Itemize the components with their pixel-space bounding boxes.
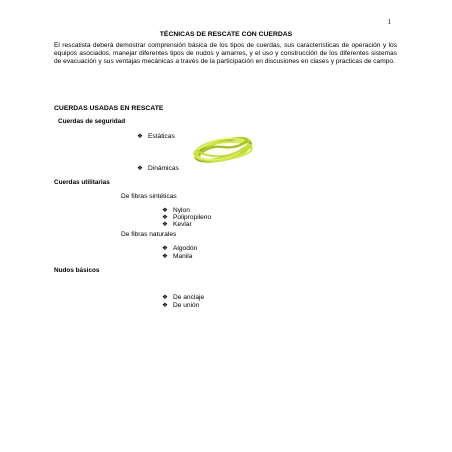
list-item-manila: ❖ Manila [162,253,193,260]
list-item-polipropileno: ❖ Polipropileno [162,214,212,221]
diamond-bullet-icon: ❖ [162,214,168,221]
page-number: 1 [387,18,391,26]
intro-paragraph: El rescatista deberá demostrar comprensión básica de los tipos de cuerdas, sus características de operación y los equipos asociados, manejar diferentes tipos de nudos y amarres, y el uso y construcción de los diferentes sistemas de evacuación y sus ventajas mecánicas a través de la participación en discusiones en clases y practicas de campo. [54,42,397,66]
list-item-estaticas: ❖ Estáticas [137,133,175,140]
list-item-nylon: ❖ Nylon [162,207,190,214]
heading-nudos-basicos: Nudos básicos [54,267,100,274]
label-fibras-sinteticas: De fibras sintéticas [121,193,177,200]
diamond-bullet-icon: ❖ [137,133,143,140]
list-item-dinamicas: ❖ Dinámicas [137,165,179,172]
diamond-bullet-icon: ❖ [162,245,168,252]
label-fibras-naturales: De fibras naturales [121,231,177,238]
list-item-de-anclaje: ❖ De anclaje [162,294,205,301]
heading-cuerdas-seguridad: Cuerdas de seguridad [58,118,126,125]
diamond-bullet-icon: ❖ [137,165,143,172]
page-title: TÉCNICAS DE RESCATE CON CUERDAS [159,31,293,38]
diamond-bullet-icon: ❖ [162,253,168,260]
diamond-bullet-icon: ❖ [162,207,168,214]
heading-cuerdas-utilitarias: Cuerdas utilitarias [54,179,110,186]
diamond-bullet-icon: ❖ [162,221,168,228]
rope-coil-image [189,133,257,167]
section-title: CUERDAS USADAS EN RESCATE [54,105,164,112]
list-item-de-union: ❖ De unión [162,302,200,309]
diamond-bullet-icon: ❖ [162,294,168,301]
diamond-bullet-icon: ❖ [162,302,168,309]
list-item-algodon: ❖ Algodón [162,245,198,252]
list-item-kevlar: ❖ Kevlar [162,221,192,228]
